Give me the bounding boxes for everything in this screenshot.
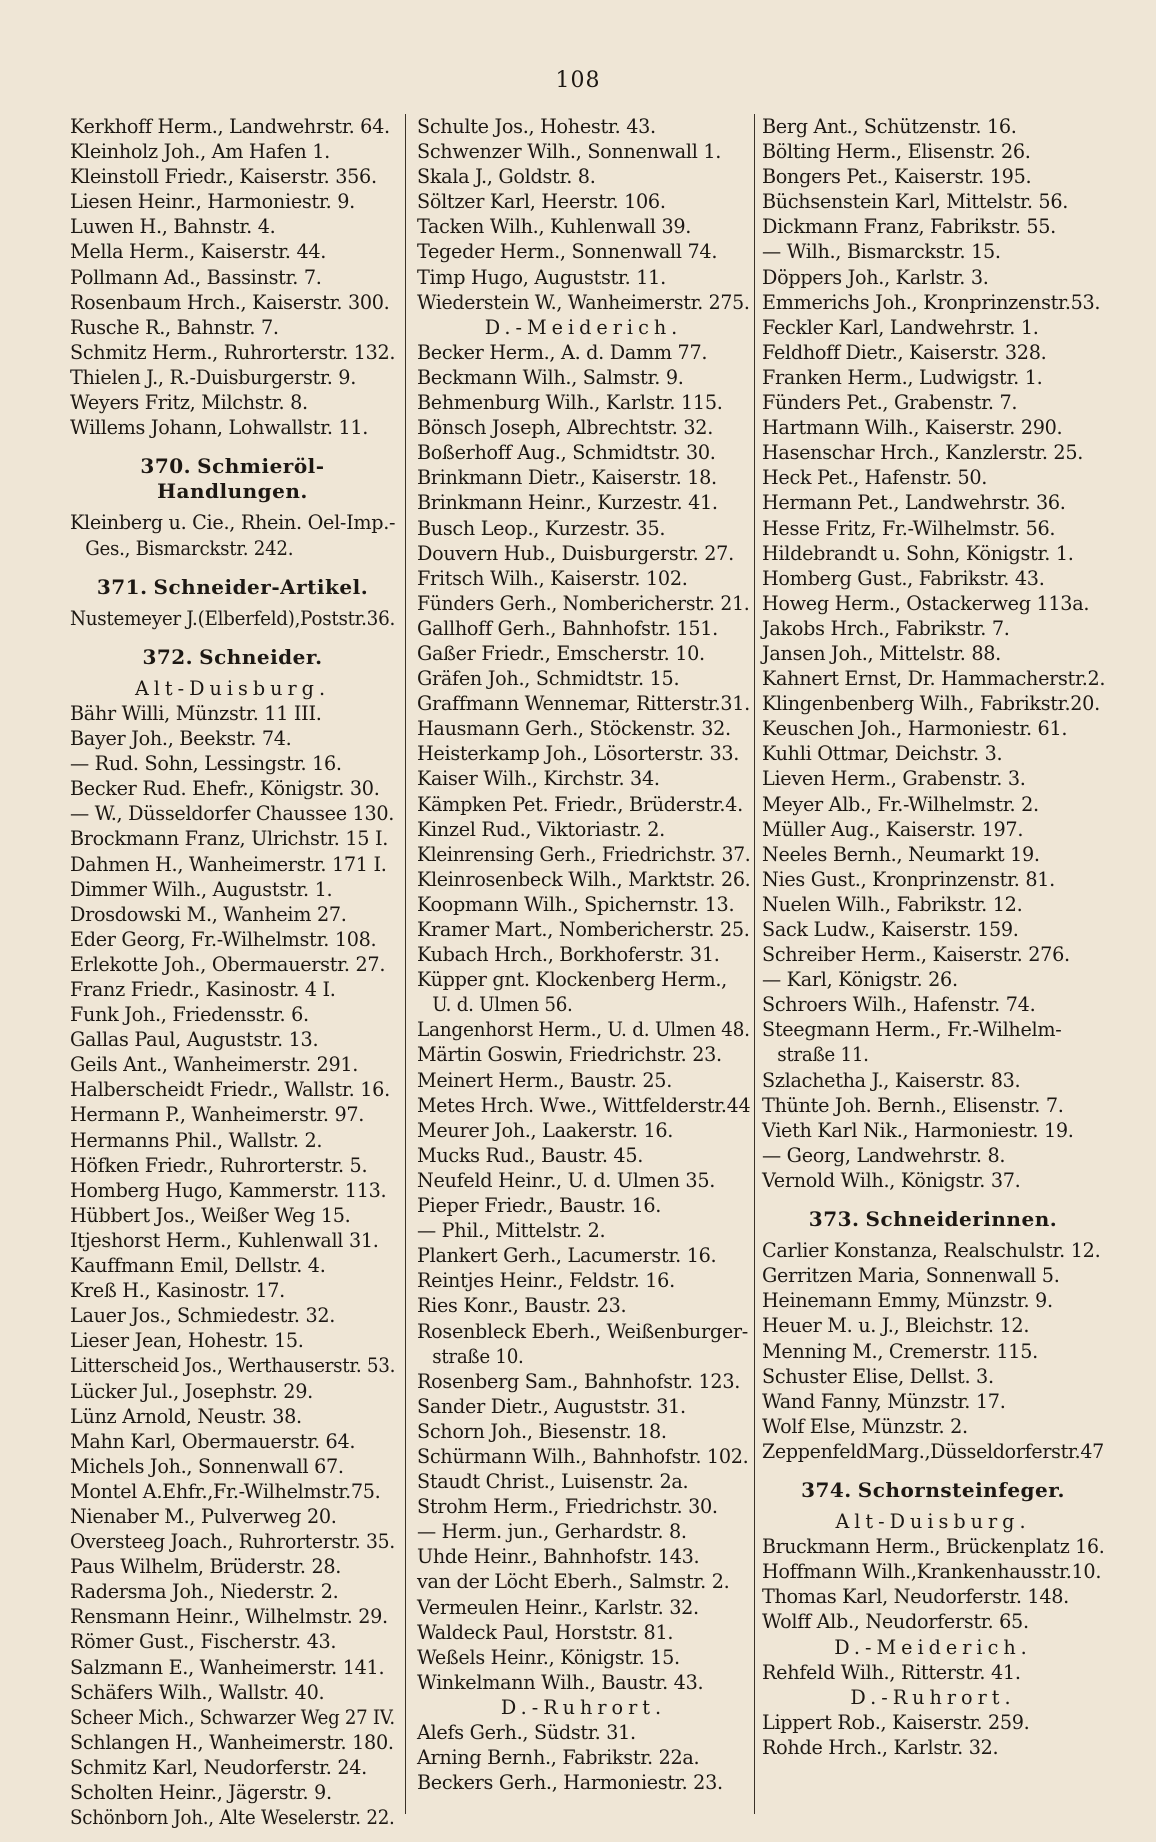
directory-entry: Kubach Hrch., Borkhoferstr. 31.: [417, 943, 720, 967]
directory-entry: Mucks Rud., Baustr. 45.: [417, 1143, 644, 1167]
directory-entry: Rensmann Heinr., Wilhelmstr. 29.: [70, 1605, 388, 1629]
directory-entry: Schorn Joh., Biesenstr. 18.: [417, 1419, 667, 1443]
directory-entry: Ries Konr., Baustr. 23.: [417, 1294, 627, 1318]
directory-entry: Wolf Else, Münzstr. 2.: [762, 1414, 968, 1438]
directory-entry: Tacken Wilh., Kuhlenwall 39.: [417, 215, 692, 239]
directory-entry: Höfken Friedr., Ruhrorterstr. 5.: [70, 1153, 368, 1177]
directory-entry: Oversteeg Joach., Ruhrorterstr. 35.: [70, 1530, 395, 1554]
directory-entry: Meinert Herm., Baustr. 25.: [417, 1068, 673, 1092]
directory-entry: Schwenzer Wilh., Sonnenwall 1.: [417, 140, 722, 164]
directory-entry: Hermann Pet., Landwehrstr. 36.: [762, 491, 1066, 515]
directory-entry: Klingenbenberg Wilh., Fabrikstr.20.: [762, 692, 1100, 716]
directory-entry: Feckler Karl, Landwehrstr. 1.: [762, 315, 1039, 339]
directory-entry: Arning Bernh., Fabrikstr. 22a.: [417, 1746, 700, 1770]
page-number: 108: [555, 68, 601, 93]
directory-entry: Boßerhoff Aug., Schmidtstr. 30.: [417, 441, 716, 465]
directory-entry: Thünte Joh. Bernh., Elisenstr. 7.: [762, 1093, 1064, 1117]
directory-entry: Koopmann Wilh., Spichernstr. 13.: [417, 892, 735, 916]
section-number: 374.: [801, 1477, 852, 1502]
directory-entry: Geils Ant., Wanheimerstr. 291.: [70, 1053, 359, 1077]
district-subheading: D.-Meiderich.: [834, 1635, 1032, 1659]
directory-entry: Schulte Jos., Hohestr. 43.: [417, 115, 656, 138]
directory-entry: Reintjes Heinr., Feldstr. 16.: [417, 1269, 675, 1293]
directory-entry: — Georg, Landwehrstr. 8.: [762, 1143, 1006, 1167]
directory-entry: ZeppenfeldMarg.,Düsseldorferstr.47: [762, 1439, 1104, 1463]
entry-continuation: U. d. Ulmen 56.: [432, 993, 573, 1017]
directory-entry: Meurer Joh., Laakerstr. 16.: [417, 1118, 674, 1142]
directory-entry: Fritsch Wilh., Kaiserstr. 102.: [417, 566, 688, 590]
district-subheading: D.-Ruhrort.: [500, 1695, 667, 1719]
directory-entry: Hermanns Phil., Wallstr. 2.: [70, 1128, 323, 1152]
directory-entry: Hartmann Wilh., Kaiserstr. 290.: [762, 416, 1063, 440]
section-title: Schornsteinfeger.: [857, 1477, 1065, 1502]
directory-entry: — Karl, Königstr. 26.: [762, 968, 958, 992]
directory-entry: Kleinholz Joh., Am Hafen 1.: [70, 140, 330, 164]
directory-entry: — Herm. jun., Gerhardstr. 8.: [417, 1520, 687, 1544]
directory-column-3: [762, 114, 1104, 1760]
directory-entry: Funk Joh., Friedensstr. 6.: [70, 1003, 309, 1027]
directory-entry: Rosenbaum Hrch., Kaiserstr. 300.: [70, 290, 390, 314]
directory-entry: Wand Fanny, Münzstr. 17.: [762, 1389, 1006, 1413]
section-number: 371.: [96, 574, 148, 599]
directory-entry: Meyer Alb., Fr.-Wilhelmstr. 2.: [762, 792, 1039, 816]
directory-entry: Berg Ant., Schützenstr. 16.: [762, 115, 1017, 138]
directory-entry: Mahn Karl, Obermauerstr. 64.: [70, 1429, 356, 1453]
directory-entry: Skala J., Goldstr. 8.: [417, 165, 596, 189]
directory-entry: Eder Georg, Fr.-Wilhelmstr. 108.: [70, 927, 377, 951]
directory-entry: Rosenberg Sam., Bahnhofstr. 123.: [417, 1369, 741, 1393]
directory-entry: Lünz Arnold, Neustr. 38.: [70, 1404, 302, 1428]
directory-entry: Howeg Herm., Ostackerweg 113a.: [762, 591, 1090, 615]
directory-entry: Fünders Gerh., Nombericherstr. 21.: [417, 591, 750, 615]
directory-entry: Rosenbleck Eberh., Weißenburger-: [417, 1319, 748, 1343]
directory-entry: Kleinstoll Friedr., Kaiserstr. 356.: [70, 165, 377, 189]
directory-entry: Hildebrandt u. Sohn, Königstr. 1.: [762, 541, 1074, 565]
directory-entry: Carlier Konstanza, Realschulstr. 12.: [762, 1239, 1101, 1263]
directory-entry: Heuer M. u. J., Bleichstr. 12.: [762, 1314, 1030, 1338]
directory-entry: Müller Aug., Kaiserstr. 197.: [762, 817, 1024, 841]
directory-entry: — W., Düsseldorfer Chaussee 130.: [70, 802, 395, 826]
section-title: Schneider.: [199, 644, 323, 669]
directory-entry: Beckers Gerh., Harmoniestr. 23.: [417, 1771, 723, 1795]
directory-entry: Lieser Jean, Hohestr. 15.: [70, 1329, 304, 1353]
directory-entry: Brinkmann Heinr., Kurzestr. 41.: [417, 491, 718, 515]
directory-entry: Wolff Alb., Neudorferstr. 65.: [762, 1610, 1029, 1634]
directory-entry: Douvern Hub., Duisburgerstr. 27.: [417, 541, 734, 565]
directory-entry: Brockmann Franz, Ulrichstr. 15 I.: [70, 827, 389, 851]
entry-continuation: straße 10.: [432, 1344, 524, 1368]
directory-entry: Lieven Herm., Grabenstr. 3.: [762, 767, 1026, 791]
directory-entry: Emmerichs Joh., Kronprinzenstr.53.: [762, 290, 1101, 314]
directory-entry: Rusche R., Bahnstr. 7.: [70, 315, 279, 339]
directory-entry: Nustemeyer J.(Elberfeld),Poststr.36.: [70, 606, 395, 630]
section-title: Schmieröl-Handlungen.: [157, 454, 325, 504]
directory-entry: Gallhoff Gerh., Bahnhofstr. 151.: [417, 616, 718, 640]
directory-entry: Michels Joh., Sonnenwall 67.: [70, 1454, 344, 1478]
directory-entry: Steegmann Herm., Fr.-Wilhelm-: [762, 1018, 1062, 1042]
directory-entry: Bölting Herm., Elisenstr. 26.: [762, 140, 1031, 164]
directory-entry: Litterscheid Jos., Werthauserstr. 53.: [70, 1354, 396, 1378]
section-heading: [70, 645, 395, 670]
directory-entry: Feldhoff Dietr., Kaiserstr. 328.: [762, 340, 1047, 364]
directory-entry: — Wilh., Bismarckstr. 15.: [762, 240, 1001, 264]
directory-entry: Scheer Mich., Schwarzer Weg 27 IV.: [70, 1705, 395, 1729]
directory-entry: Jansen Joh., Mittelstr. 88.: [762, 641, 1001, 665]
directory-entry: Schroers Wilh., Hafenstr. 74.: [762, 993, 1036, 1017]
directory-entry: Willems Johann, Lohwallstr. 11.: [70, 416, 369, 440]
directory-entry: Salzmann E., Wanheimerstr. 141.: [70, 1655, 385, 1679]
directory-entry: Waldeck Paul, Horststr. 81.: [417, 1620, 674, 1644]
column-divider: [754, 114, 755, 1814]
directory-entry: Märtin Goswin, Friedrichstr. 23.: [417, 1043, 722, 1067]
directory-entry: Franz Friedr., Kasinostr. 4 I.: [70, 978, 336, 1001]
section-number: 373.: [808, 1207, 860, 1232]
directory-entry: Metes Hrch. Wwe., Wittfelderstr.44: [417, 1093, 751, 1117]
directory-entry: Busch Leop., Kurzestr. 35.: [417, 516, 666, 540]
directory-entry: Vermeulen Heinr., Karlstr. 32.: [417, 1595, 699, 1619]
directory-entry: Kleinberg u. Cie., Rhein. Oel-Imp.-: [70, 511, 396, 535]
directory-entry: Kahnert Ernst, Dr. Hammacherstr.2.: [762, 667, 1106, 691]
directory-entry: Schäfers Wilh., Wallstr. 40.: [70, 1680, 325, 1704]
directory-entry: Strohm Herm., Friedrichstr. 30.: [417, 1495, 718, 1519]
directory-entry: Fünders Pet., Grabenstr. 7.: [762, 391, 1018, 415]
directory-entry: Neeles Bernh., Neumarkt 19.: [762, 842, 1040, 866]
directory-entry: Dahmen H., Wanheimerstr. 171 I.: [70, 852, 387, 876]
directory-entry: Halberscheidt Friedr., Wallstr. 16.: [70, 1078, 390, 1102]
directory-entry: Bayer Joh., Beekstr. 74.: [70, 727, 292, 751]
directory-entry: Staudt Christ., Luisenstr. 2a.: [417, 1470, 689, 1494]
directory-entry: Uhde Heinr., Bahnhofstr. 143.: [417, 1545, 700, 1569]
directory-entry: Becker Rud. Ehefr., Königstr. 30.: [70, 777, 380, 801]
directory-column-1: [70, 114, 395, 1830]
section-number: 372.: [142, 644, 194, 669]
directory-entry: Keuschen Joh., Harmoniestr. 61.: [762, 717, 1068, 741]
directory-entry: Vieth Karl Nik., Harmoniestr. 19.: [762, 1118, 1074, 1142]
directory-entry: Kämpken Pet. Friedr., Brüderstr.4.: [417, 792, 743, 816]
directory-entry: — Phil., Mittelstr. 2.: [417, 1219, 606, 1243]
directory-entry: Pollmann Ad., Bassinstr. 7.: [70, 265, 322, 289]
directory-entry: Graffmann Wennemar, Ritterstr.31.: [417, 692, 750, 716]
district-subheading: D.-Meiderich.: [484, 315, 683, 339]
directory-entry: Weßels Heinr., Königstr. 15.: [417, 1645, 680, 1669]
directory-entry: Franken Herm., Ludwigstr. 1.: [762, 365, 1043, 389]
directory-entry: Schmitz Herm., Ruhrorterstr. 132.: [70, 340, 396, 364]
directory-entry: Tegeder Herm., Sonnenwall 74.: [417, 240, 718, 264]
directory-entry: Schürmann Wilh., Bahnhofstr. 102.: [417, 1444, 749, 1468]
directory-entry: Hausmann Gerh., Stöckenstr. 32.: [417, 717, 731, 741]
directory-entry: — Rud. Sohn, Lessingstr. 16.: [70, 752, 342, 776]
directory-entry: Bönsch Joseph, Albrechtstr. 32.: [417, 416, 713, 440]
section-heading: [762, 1478, 1104, 1503]
directory-entry: van der Löcht Eberh., Salmstr. 2.: [417, 1570, 730, 1594]
directory-entry: Söltzer Karl, Heerstr. 106.: [417, 190, 666, 214]
directory-entry: Langenhorst Herm., U. d. Ulmen 48.: [417, 1018, 750, 1042]
directory-entry: Hermann P., Wanheimerstr. 97.: [70, 1103, 365, 1127]
directory-column-2: [417, 114, 750, 1795]
directory-entry: Schlangen H., Wanheimerstr. 180.: [70, 1730, 394, 1754]
directory-entry: Kinzel Rud., Viktoriastr. 2.: [417, 817, 665, 841]
directory-entry: Küpper gnt. Klockenberg Herm.,: [417, 968, 727, 992]
directory-entry: Kreß H., Kasinostr. 17.: [70, 1279, 285, 1303]
directory-entry: Homberg Hugo, Kammerstr. 113.: [70, 1178, 387, 1202]
directory-entry: Scholten Heinr., Jägerstr. 9.: [70, 1781, 332, 1804]
section-title: Schneiderinnen.: [865, 1207, 1058, 1232]
directory-entry: Hoffmann Wilh.,Krankenhausstr.10.: [762, 1560, 1102, 1584]
directory-entry: Rohde Hrch., Karlstr. 32.: [762, 1735, 999, 1759]
directory-entry: Brinkmann Dietr., Kaiserstr. 18.: [417, 466, 717, 490]
directory-entry: Bähr Willi, Münzstr. 11 III.: [70, 701, 322, 725]
directory-entry: Szlachetha J., Kaiserstr. 83.: [762, 1068, 1021, 1092]
directory-entry: Lücker Jul., Josephstr. 29.: [70, 1379, 313, 1403]
directory-entry: Pieper Friedr., Baustr. 16.: [417, 1194, 662, 1218]
directory-entry: Rehfeld Wilh., Ritterstr. 41.: [762, 1660, 1021, 1684]
directory-entry: Bongers Pet., Kaiserstr. 195.: [762, 165, 1032, 189]
directory-entry: Thomas Karl, Neudorferstr. 148.: [762, 1585, 1069, 1609]
directory-entry: Gerritzen Maria, Sonnenwall 5.: [762, 1264, 1060, 1288]
directory-entry: Kaiser Wilh., Kirchstr. 34.: [417, 767, 660, 791]
section-heading: [70, 575, 395, 600]
directory-entry: Itjeshorst Herm., Kuhlenwall 31.: [70, 1228, 379, 1252]
directory-entry: Kauffmann Emil, Dellstr. 4.: [70, 1254, 326, 1278]
directory-entry: Bruckmann Herm., Brückenplatz 16.: [762, 1535, 1105, 1559]
directory-entry: Erlekotte Joh., Obermauerstr. 27.: [70, 952, 386, 976]
directory-entry: Nuelen Wilh., Fabrikstr. 12.: [762, 892, 1023, 916]
directory-entry: Hübbert Jos., Weißer Weg 15.: [70, 1203, 351, 1227]
directory-entry: Luwen H., Bahnstr. 4.: [70, 215, 276, 239]
column-divider: [405, 114, 406, 1814]
directory-entry: Thielen J., R.-Duisburgerstr. 9.: [70, 365, 356, 389]
directory-entry: Schönborn Joh., Alte Weselerstr. 22.: [70, 1806, 395, 1830]
directory-entry: Jakobs Hrch., Fabrikstr. 7.: [762, 616, 1010, 640]
directory-entry: Schuster Elise, Dellst. 3.: [762, 1364, 994, 1388]
directory-entry: Nienaber M., Pulverweg 20.: [70, 1504, 337, 1528]
directory-entry: Gallas Paul, Auguststr. 13.: [70, 1028, 319, 1052]
directory-entry: Menning M., Cremerstr. 115.: [762, 1339, 1038, 1363]
directory-entry: Neufeld Heinr., U. d. Ulmen 35.: [417, 1168, 716, 1192]
directory-entry: Homberg Gust., Fabrikstr. 43.: [762, 566, 1045, 590]
directory-entry: Schmitz Karl, Neudorferstr. 24.: [70, 1755, 367, 1779]
directory-entry: Kerkhoff Herm., Landwehrstr. 64.: [70, 115, 390, 138]
district-subheading: D.-Ruhrort.: [850, 1685, 1016, 1709]
directory-entry: Plankert Gerh., Lacumerstr. 16.: [417, 1244, 717, 1268]
directory-entry: Lauer Jos., Schmiedestr. 32.: [70, 1304, 336, 1328]
directory-entry: Radersma Joh., Niederstr. 2.: [70, 1580, 339, 1604]
section-heading: [762, 1207, 1104, 1232]
directory-entry: Hesse Fritz, Fr.-Wilhelmstr. 56.: [762, 516, 1056, 540]
directory-entry: Sander Dietr., Auguststr. 31.: [417, 1394, 686, 1418]
directory-entry: Drosdowski M., Wanheim 27.: [70, 902, 347, 926]
directory-entry: Kleinrosenbeck Wilh., Marktstr. 26.: [417, 867, 751, 891]
directory-entry: Gaßer Friedr., Emscherstr. 10.: [417, 641, 705, 665]
entry-continuation: Ges., Bismarckstr. 242.: [85, 536, 294, 560]
directory-entry: Behmenburg Wilh., Karlstr. 115.: [417, 391, 723, 415]
directory-entry: Paus Wilhelm, Brüderstr. 28.: [70, 1555, 342, 1579]
section-number: 370.: [140, 454, 192, 479]
directory-entry: Lippert Rob., Kaiserstr. 259.: [762, 1710, 1030, 1734]
directory-entry: Döppers Joh., Karlstr. 3.: [762, 265, 989, 289]
directory-entry: Mella Herm., Kaiserstr. 44.: [70, 240, 327, 264]
directory-entry: Vernold Wilh., Königstr. 37.: [762, 1168, 1021, 1192]
directory-entry: Timp Hugo, Auguststr. 11.: [417, 265, 666, 289]
directory-entry: Schreiber Herm., Kaiserstr. 276.: [762, 943, 1070, 967]
directory-entry: Kleinrensing Gerh., Friedrichstr. 37.: [417, 842, 751, 866]
directory-entry: Weyers Fritz, Milchstr. 8.: [70, 391, 308, 415]
directory-entry: Sack Ludw., Kaiserstr. 159.: [762, 918, 1019, 941]
entry-continuation: straße 11.: [777, 1043, 869, 1067]
directory-entry: Heisterkamp Joh., Lösorterstr. 33.: [417, 742, 740, 766]
directory-entry: Heinemann Emmy, Münzstr. 9.: [762, 1289, 1053, 1313]
directory-entry: Dickmann Franz, Fabrikstr. 55.: [762, 215, 1056, 239]
directory-entry: Heck Pet., Hafenstr. 50.: [762, 466, 988, 490]
directory-entry: Becker Herm., A. d. Damm 77.: [417, 340, 708, 364]
section-heading: [70, 454, 395, 504]
directory-entry: Römer Gust., Fischerstr. 43.: [70, 1630, 337, 1654]
directory-entry: Nies Gust., Kronprinzenstr. 81.: [762, 867, 1055, 891]
directory-entry: Liesen Heinr., Harmoniestr. 9.: [70, 190, 355, 214]
directory-entry: Gräfen Joh., Schmidtstr. 15.: [417, 667, 680, 691]
district-subheading: Alt-Duisburg.: [134, 676, 331, 700]
directory-entry: Kuhli Ottmar, Deichstr. 3.: [762, 742, 1003, 766]
directory-entry: Kramer Mart., Nombericherstr. 25.: [417, 918, 750, 941]
directory-entry: Montel A.Ehfr.,Fr.-Wilhelmstr.75.: [70, 1479, 381, 1503]
directory-entry: Wiederstein W., Wanheimerstr. 275.: [417, 290, 750, 314]
directory-entry: Alefs Gerh., Südstr. 31.: [417, 1721, 636, 1744]
directory-entry: Beckmann Wilh., Salmstr. 9.: [417, 365, 684, 389]
section-title: Schneider-Artikel.: [153, 574, 369, 599]
directory-entry: Hasenschar Hrch., Kanzlerstr. 25.: [762, 441, 1084, 465]
directory-entry: Dimmer Wilh., Auguststr. 1.: [70, 877, 333, 901]
directory-entry: Winkelmann Wilh., Baustr. 43.: [417, 1670, 704, 1694]
directory-entry: Büchsenstein Karl, Mittelstr. 56.: [762, 190, 1069, 214]
district-subheading: Alt-Duisburg.: [835, 1510, 1031, 1534]
